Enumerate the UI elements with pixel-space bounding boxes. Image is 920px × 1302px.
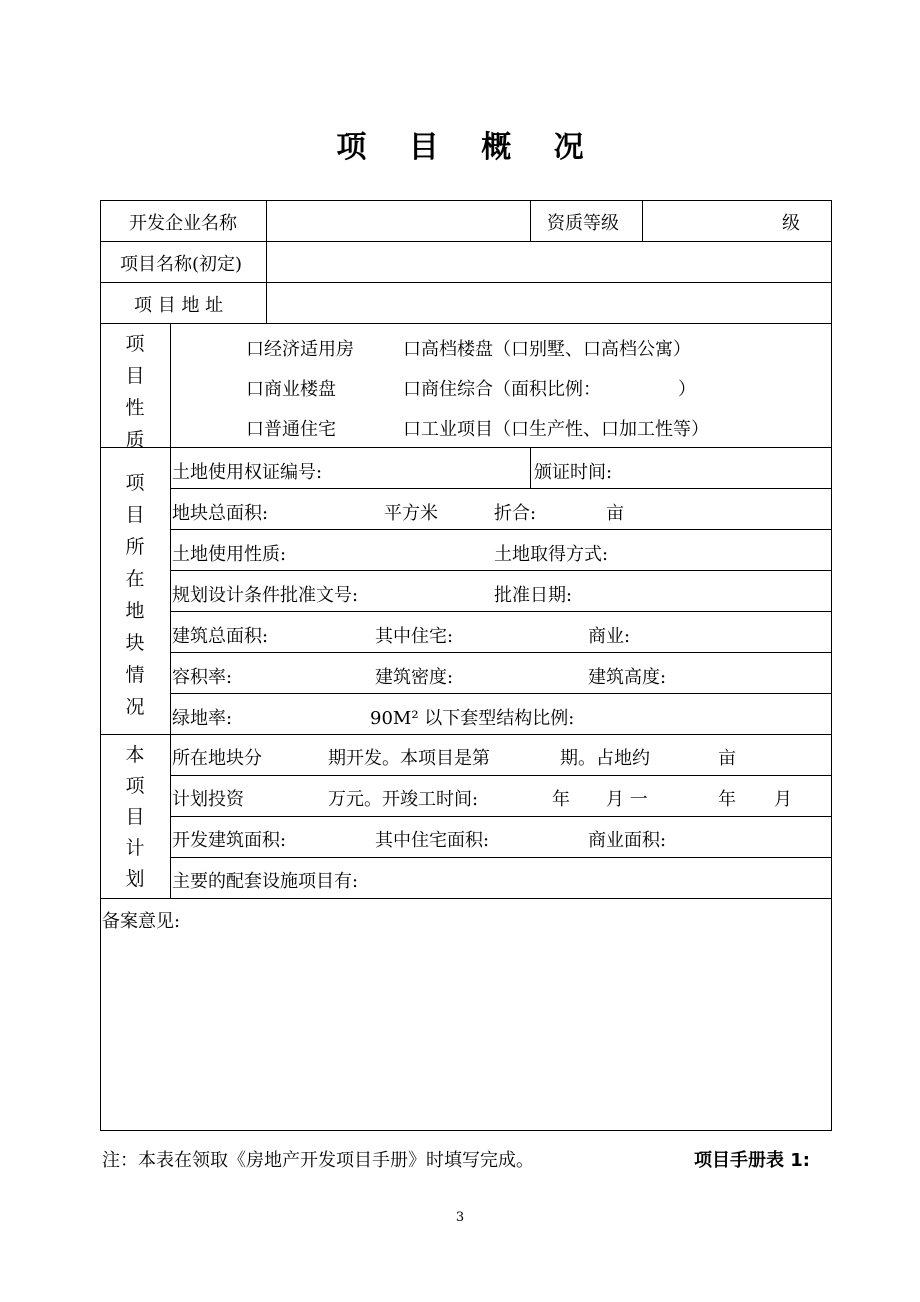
project-address-label: 项 目 地 址 (134, 295, 224, 316)
green-ratio-label: 绿地率: (172, 708, 233, 729)
option-ordinary-residential[interactable]: 口普通住宅 (246, 419, 336, 440)
row-divider (170, 857, 832, 858)
row-divider (170, 693, 832, 694)
row-divider (100, 898, 832, 899)
plan-date-year: 年 (718, 789, 736, 810)
option-mixed-use-end: ） (678, 379, 696, 400)
supporting-facilities-label: 主要的配套设施项目有: (172, 871, 359, 892)
label-char: 目 (125, 504, 145, 526)
row-divider (170, 775, 832, 776)
form-id: 项目手册表 1: (694, 1150, 810, 1171)
label-char: 目 (125, 365, 145, 387)
qualification-label: 资质等级 (547, 213, 619, 234)
row-divider (100, 734, 832, 735)
page-number: 3 (455, 1210, 465, 1225)
row-divider (170, 652, 832, 653)
developer-name-field[interactable] (267, 201, 529, 241)
column-divider (170, 323, 171, 898)
filing-opinion-area[interactable] (101, 940, 830, 1128)
label-char: 计 (125, 837, 145, 859)
project-name-field[interactable] (267, 242, 830, 282)
plot-situation-label (100, 467, 170, 723)
label-char: 划 (125, 868, 145, 890)
plan-investment-text: 万元。开竣工时间: (328, 789, 479, 810)
filing-opinion-label: 备案意见: (102, 911, 181, 932)
footnote: 注：本表在领取《房地产开发项目手册》时填写完成。 (102, 1150, 534, 1171)
label-char: 所 (125, 536, 145, 558)
developer-name-label: 开发企业名称 (129, 213, 237, 234)
option-affordable-housing[interactable]: 口经济适用房 (246, 339, 354, 360)
small-unit-ratio-label: 90M² 以下套型结构比例: (370, 708, 575, 729)
row-divider (100, 323, 832, 324)
approval-date-label: 批准日期: (494, 585, 573, 606)
label-char: 地 (125, 600, 145, 622)
label-char: 在 (125, 568, 145, 590)
dev-residential-area-label: 其中住宅面积: (375, 830, 490, 851)
row-divider (100, 447, 832, 448)
building-total-area-label: 建筑总面积: (172, 626, 269, 647)
plan-phase-text: 所在地块分 (172, 748, 262, 769)
plan-phase-text: 期。占地约 (560, 748, 650, 769)
page-title: 项 目 概 况 (336, 130, 600, 165)
option-industrial[interactable]: 口工业项目（口生产性、口加工性等） (403, 419, 709, 440)
row-divider (170, 529, 832, 530)
mu-unit: 亩 (606, 503, 624, 524)
option-commercial[interactable]: 口商业楼盘 (246, 379, 336, 400)
row-divider (170, 816, 832, 817)
column-divider (642, 200, 643, 241)
cert-time-label: 颁证时间: (534, 462, 613, 483)
label-char: 质 (125, 429, 145, 451)
land-acquire-method-label: 土地取得方式: (494, 544, 609, 565)
label-char: 情 (125, 664, 145, 686)
dev-commercial-area-label: 商业面积: (588, 830, 667, 851)
row-divider (170, 488, 832, 489)
plan-phase-unit: 亩 (718, 748, 736, 769)
plan-phase-text: 期开发。本项目是第 (328, 748, 490, 769)
project-overview-table (100, 200, 832, 1130)
column-divider (530, 200, 531, 241)
label-char: 块 (125, 632, 145, 654)
project-address-field[interactable] (267, 283, 830, 323)
label-char: 目 (125, 806, 145, 828)
plan-approval-doc-label: 规划设计条件批准文号: (172, 585, 359, 606)
project-nature-label (100, 328, 170, 456)
sqm-unit: 平方米 (384, 503, 438, 524)
plot-total-area-label: 地块总面积: (172, 503, 269, 524)
label-char: 项 (125, 472, 145, 494)
plan-date-month: 月 一 (606, 789, 648, 810)
label-char: 本 (125, 744, 145, 766)
label-char: 项 (125, 333, 145, 355)
label-char: 项 (125, 775, 145, 797)
plan-date-year: 年 (552, 789, 570, 810)
dev-building-area-label: 开发建筑面积: (172, 830, 287, 851)
land-use-nature-label: 土地使用性质: (172, 544, 287, 565)
label-char: 性 (125, 397, 145, 419)
row-divider (170, 611, 832, 612)
project-plan-label (100, 740, 170, 895)
plan-date-month: 月 (774, 789, 792, 810)
building-height-label: 建筑高度: (588, 667, 667, 688)
residential-area-label: 其中住宅: (375, 626, 454, 647)
row-divider (170, 570, 832, 571)
plan-investment-text: 计划投资 (172, 789, 244, 810)
equivalent-label: 折合: (494, 503, 537, 524)
floor-area-ratio-label: 容积率: (172, 667, 233, 688)
commercial-area-label: 商业: (588, 626, 631, 647)
land-cert-number-label: 土地使用权证编号: (172, 462, 323, 483)
project-name-label: 项目名称(初定) (120, 254, 243, 275)
column-divider (530, 447, 531, 488)
option-mixed-use[interactable]: 口商住综合（面积比例： (403, 379, 601, 400)
label-char: 况 (125, 696, 145, 718)
building-density-label: 建筑密度: (375, 667, 454, 688)
qualification-unit: 级 (782, 213, 800, 234)
option-high-end[interactable]: 口高档楼盘（口别墅、口高档公寓） (403, 339, 691, 360)
